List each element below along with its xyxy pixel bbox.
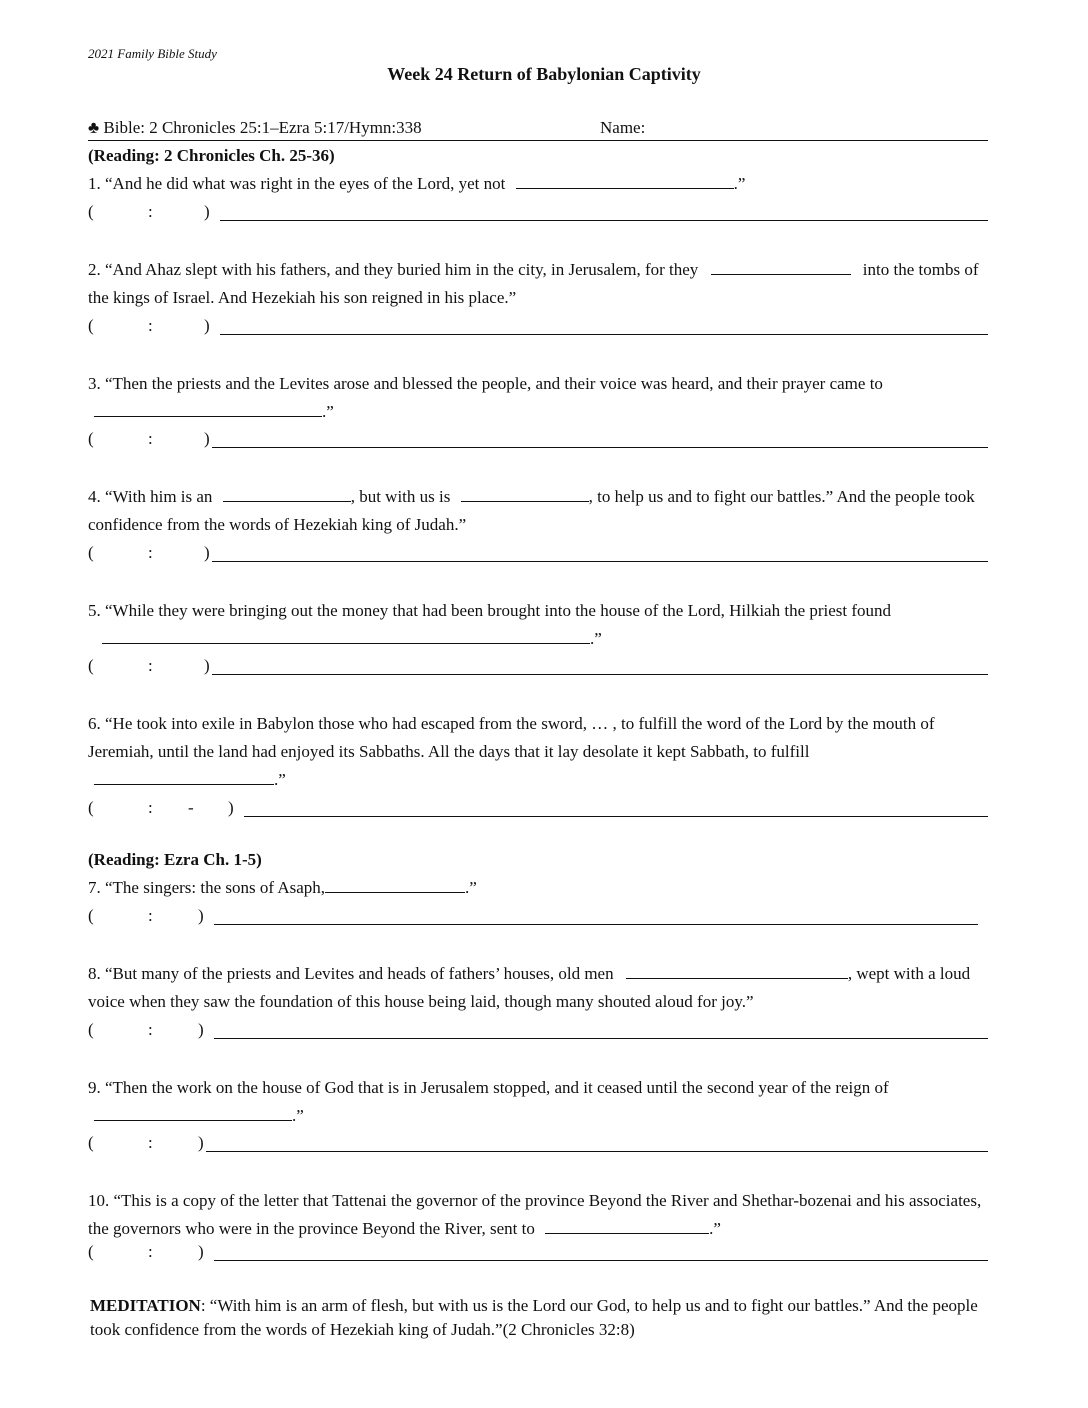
ref-open: ( <box>88 906 94 925</box>
question-text: 7. “The singers: the sons of Asaph, <box>88 878 326 897</box>
ref-close: ) <box>204 429 210 448</box>
question-text-mid: , but with us is <box>350 487 451 506</box>
question-text-end: , wept with a loud voice when they saw the foundation of this house being laid, though many shouted aloud for joy.” <box>88 964 971 1011</box>
ref-close: ) <box>198 1133 204 1152</box>
ref-open: ( <box>88 1020 94 1039</box>
question-text: 2. “And Ahaz slept with his fathers, and they buried him in the city, in Jerusalem, for they <box>88 260 699 279</box>
reference-blank[interactable] <box>214 1260 988 1261</box>
question-text-end: .” <box>733 174 746 193</box>
question-text: 10. “This is a copy of the letter that Tattenai the governor of the province Beyond the River and Shethar-bozenai and his associates, the governors who were in the province Beyond the River, sent to <box>88 1191 982 1238</box>
meditation-label: MEDITATION <box>90 1296 201 1315</box>
question-text-end: .” <box>274 770 286 789</box>
question-2 <box>88 256 988 312</box>
question-1 <box>88 170 988 198</box>
ref-colon: : <box>148 1020 153 1039</box>
ref-close: ) <box>204 316 210 335</box>
answer-blank[interactable] <box>516 172 734 189</box>
ref-close: ) <box>228 798 234 817</box>
reference-line-9 <box>88 1133 988 1155</box>
ref-close: ) <box>198 1020 204 1039</box>
answer-blank[interactable] <box>94 400 322 417</box>
reference-blank[interactable] <box>244 816 988 817</box>
question-text-end: , to help us and to fight our battles.” And the people took confidence from the words of Hezekiah king of Judah.” <box>88 487 975 534</box>
name-label: Name: <box>600 118 646 137</box>
question-text-end: into the tombs of the kings of Israel. And Hezekiah his son reigned in his place.” <box>88 260 979 307</box>
ref-colon: : <box>148 906 153 925</box>
question-text: 9. “Then the work on the house of God that is in Jerusalem stopped, and it ceased until the second year of the reign of <box>88 1078 889 1097</box>
page-title: Week 24 Return of Babylonian Captivity <box>387 64 701 84</box>
ref-colon: : <box>148 1242 153 1261</box>
ref-colon: : <box>148 429 153 448</box>
answer-blank[interactable] <box>626 962 848 979</box>
ref-close: ) <box>204 202 210 221</box>
question-4 <box>88 483 988 539</box>
reference-blank[interactable] <box>212 674 988 675</box>
ref-colon: : <box>148 798 153 817</box>
ref-close: ) <box>204 543 210 562</box>
question-8 <box>88 960 988 1016</box>
reference-line-2 <box>88 316 988 338</box>
meditation-text: : “With him is an arm of flesh, but with us is the Lord our God, to help us and to fight our battles.” And the people took confidence from the words of Hezekiah king of Judah.”(2 Chronicles 32:8) <box>90 1296 978 1339</box>
ref-close: ) <box>198 1242 204 1261</box>
answer-blank[interactable] <box>102 627 590 644</box>
ref-close: ) <box>204 656 210 675</box>
reference-line-1 <box>88 202 988 224</box>
question-10 <box>88 1187 988 1243</box>
reference-blank[interactable] <box>206 1151 988 1152</box>
reference-blank[interactable] <box>212 561 988 562</box>
ref-colon: : <box>148 543 153 562</box>
meditation <box>90 1294 1010 1342</box>
ref-dash: - <box>188 798 194 817</box>
ref-open: ( <box>88 316 94 335</box>
question-text: 3. “Then the priests and the Levites arose and blessed the people, and their voice was heard, and their prayer came to <box>88 374 883 393</box>
ref-close: ) <box>198 906 204 925</box>
question-text-end: .” <box>590 629 602 648</box>
ref-colon: : <box>148 202 153 221</box>
ref-open: ( <box>88 429 94 448</box>
ref-colon: : <box>148 656 153 675</box>
series-label: 2021 Family Bible Study <box>88 46 217 61</box>
ref-open: ( <box>88 543 94 562</box>
reference-line-5 <box>88 656 988 678</box>
question-text: 6. “He took into exile in Babylon those who had escaped from the sword, … , to fulfill the word of the Lord by the mouth of Jeremiah, until the land had enjoyed its Sabbaths. All the days that it lay desolate it kept Sabbath, to fulfill <box>88 714 935 761</box>
question-3 <box>88 370 988 426</box>
reference-line-6 <box>88 798 988 820</box>
answer-blank-2[interactable] <box>461 485 589 502</box>
bible-reference: ♣ Bible: 2 Chronicles 25:1–Ezra 5:17/Hymn:338 <box>88 118 422 137</box>
question-5 <box>88 597 988 653</box>
question-text: 1. “And he did what was right in the eyes of the Lord, yet not <box>88 174 506 193</box>
reference-blank[interactable] <box>220 334 988 335</box>
answer-blank[interactable] <box>545 1217 709 1234</box>
reference-blank[interactable] <box>220 220 988 221</box>
reference-line-7 <box>88 906 978 928</box>
section-heading-ezra: (Reading: Ezra Ch. 1-5) <box>88 850 262 869</box>
question-7 <box>88 874 988 902</box>
question-text-end: .” <box>322 402 334 421</box>
ref-open: ( <box>88 798 94 817</box>
reference-blank[interactable] <box>214 1038 988 1039</box>
answer-blank[interactable] <box>325 876 465 893</box>
question-text-end: .” <box>292 1106 304 1125</box>
answer-blank[interactable] <box>94 768 274 785</box>
question-text: 4. “With him is an <box>88 487 213 506</box>
reference-line-3 <box>88 429 988 451</box>
question-text-end: .” <box>709 1219 721 1238</box>
question-text: 8. “But many of the priests and Levites and heads of fathers’ houses, old men <box>88 964 614 983</box>
ref-colon: : <box>148 316 153 335</box>
answer-blank[interactable] <box>711 258 851 275</box>
ref-open: ( <box>88 1242 94 1261</box>
ref-open: ( <box>88 202 94 221</box>
ref-open: ( <box>88 656 94 675</box>
reference-line-4 <box>88 543 988 565</box>
reference-blank[interactable] <box>212 447 988 448</box>
question-9 <box>88 1074 988 1130</box>
header-row <box>88 118 988 141</box>
reference-line-8 <box>88 1020 988 1042</box>
section-heading-chronicles: (Reading: 2 Chronicles Ch. 25-36) <box>88 146 335 165</box>
reference-line-10 <box>88 1242 988 1264</box>
answer-blank-1[interactable] <box>223 485 351 502</box>
ref-open: ( <box>88 1133 94 1152</box>
ref-colon: : <box>148 1133 153 1152</box>
question-text: 5. “While they were bringing out the money that had been brought into the house of the Lord, Hilkiah the priest found <box>88 601 892 620</box>
question-text-end: .” <box>465 878 477 897</box>
question-6 <box>88 710 988 794</box>
reference-blank[interactable] <box>214 924 978 925</box>
answer-blank[interactable] <box>94 1104 292 1121</box>
